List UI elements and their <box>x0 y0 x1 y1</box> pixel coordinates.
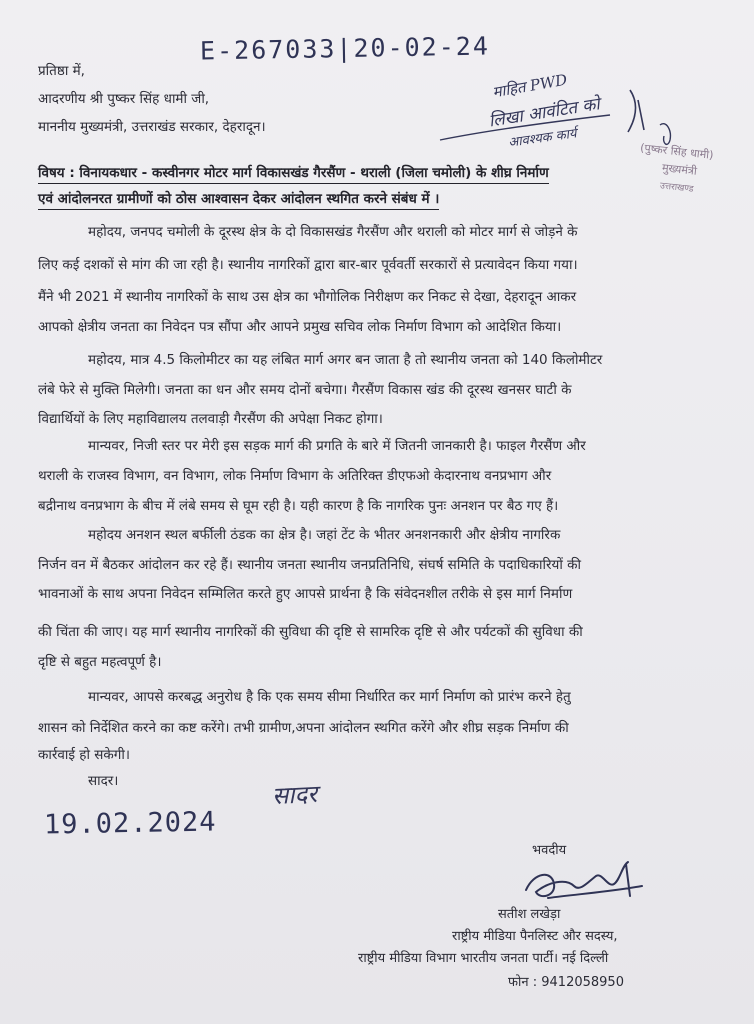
closing-sadar: सादर। <box>88 773 119 789</box>
para2-line1: महोदय, मात्र 4.5 किलोमीटर का यह लंबित मार्ग अगर बन जाता है तो स्थानीय जनता को 140 किलोमीटर <box>88 352 603 368</box>
addressee-line1: प्रतिष्ठा में, <box>38 63 85 79</box>
para4-line5: दृष्टि से बहुत महत्वपूर्ण है। <box>38 654 162 670</box>
signatory-title-line2: राष्ट्रीय मीडिया विभाग भारतीय जनता पार्टी। नई दिल्ली <box>358 951 609 966</box>
para3-line2: थराली के राजस्व विभाग, वन विभाग, लोक निर्माण विभाग के अतिरिक्त डीएफओ केदारनाथ वनप्रभाग और <box>38 468 552 484</box>
cm-stamp-line3: उत्तराखण्ड <box>659 181 694 195</box>
handwritten-reference-number: E-267033|20-02-24 <box>199 31 491 66</box>
para5-line2: शासन को निर्देशित करने का कष्ट करेंगे। तभी ग्रामीण,अपना आंदोलन स्थगित करेंगे और शीघ्र सड़क निर्माण की <box>38 720 569 736</box>
para2-line3: विद्यार्थियों के लिए महाविद्यालय तलवाड़ी गैरसैंण की अपेक्षा निकट होगा। <box>38 411 383 427</box>
signatory-phone: फोन : 9412058950 <box>508 975 624 990</box>
handwritten-marginal-note-line1: माहित PWD <box>491 70 569 102</box>
para1-line1: महोदय, जनपद चमोली के दूरस्थ क्षेत्र के दो विकासखंड गैरसैंण और थराली को मोटर मार्ग से जोड़ने के <box>88 224 578 240</box>
para4-line4: की चिंता की जाए। यह मार्ग स्थानीय नागरिकों की सुविधा की दृष्टि से सामरिक दृष्टि से और पर्यटकों की सुविधा की <box>38 624 583 640</box>
para4-line3: भावनाओं के साथ अपना निवेदन सम्मिलित करते हुए आपसे प्रार्थना है कि संवेदनशील तरीके से इस मार्ग निर्माण <box>38 586 573 602</box>
para4-line1: महोदय अनशन स्थल बर्फीली ठंडक का क्षेत्र है। जहां टेंट के भीतर अनशनकारी और क्षेत्रीय नागरिक <box>88 527 561 543</box>
cm-stamp-line2: मुख्यमंत्री <box>661 161 698 178</box>
handwritten-signature <box>518 852 648 908</box>
valediction: भवदीय <box>532 843 567 858</box>
subject-line2: एवं आंदोलनरत ग्रामीणों को ठोस आश्वासन देकर आंदोलन स्थगित करने संबंध में । <box>38 190 439 210</box>
signatory-title-line1: राष्ट्रीय मीडिया पैनलिस्ट और सदस्य, <box>452 929 618 944</box>
handwritten-marginal-note-line3: आवश्यक कार्य <box>507 126 578 151</box>
para1-line3: मैंने भी 2021 में स्थानीय नागरिकों के साथ उस क्षेत्र का भौगोलिक निरीक्षण कर निकट से देखा, देहरादून आकर <box>38 289 577 305</box>
subject-line1: विषय : विनायकधार - कस्वीनगर मोटर मार्ग विकासखंड गैरसैंण - थराली (जिला चमोली) के शीघ्र निर्माण <box>38 164 549 184</box>
para4-line2: निर्जन वन में बैठकर आंदोलन कर रहे हैं। स्थानीय जनता स्थानीय जनप्रतिनिधि, संघर्ष समिति के पदाधिकारियों की <box>38 557 582 573</box>
handwritten-sadar: सादर <box>271 779 318 811</box>
para1-line4: आपको क्षेत्रीय जनता का निवेदन पत्र सौंपा और आपने प्रमुख सचिव लोक निर्माण विभाग को आदेशित किया। <box>38 319 562 335</box>
para2-line2: लंबे फेरे से मुक्ति मिलेगी। जनता का धन और समय दोनों बचेगा। गैरसैंण विकास खंड की दूरस्थ खनसर घाटी के <box>38 382 572 398</box>
handwritten-date: 19.02.2024 <box>43 806 217 841</box>
signatory-name: सतीश लखेड़ा <box>498 907 561 922</box>
para3-line1: मान्यवर, निजी स्तर पर मेरी इस सड़क मार्ग की प्रगति के बारे में जितनी जानकारी है। फाइल गैरसैंण और <box>88 438 586 454</box>
para5-line1: मान्यवर, आपसे करबद्ध अनुरोध है कि एक समय सीमा निर्धारित कर मार्ग निर्माण को प्रारंभ करने हेतु <box>88 689 571 705</box>
para5-line3: कार्रवाई हो सकेगी। <box>38 747 130 763</box>
addressee-line3: माननीय मुख्यमंत्री, उत्तराखंड सरकार, देहरादून। <box>38 119 266 135</box>
addressee-line2: आदरणीय श्री पुष्कर सिंह धामी जी, <box>38 91 210 107</box>
handwritten-marginal-note-line2: लिखा आवंटित को <box>487 94 602 132</box>
para3-line3: बद्रीनाथ वनप्रभाग के बीच में लंबे समय से घूम रही है। यही कारण है कि नागरिक पुनः अनशन पर बैठ गए हैं। <box>38 498 559 514</box>
cm-stamp-line1: (पुष्कर सिंह धामी) <box>639 141 715 162</box>
para1-line2: लिए कई दशकों से मांग की जा रही है। स्थानीय नागरिकों द्वारा बार-बार पूर्ववर्ती सरकारों से प्रत्यावेदन किया गया। <box>38 257 578 273</box>
